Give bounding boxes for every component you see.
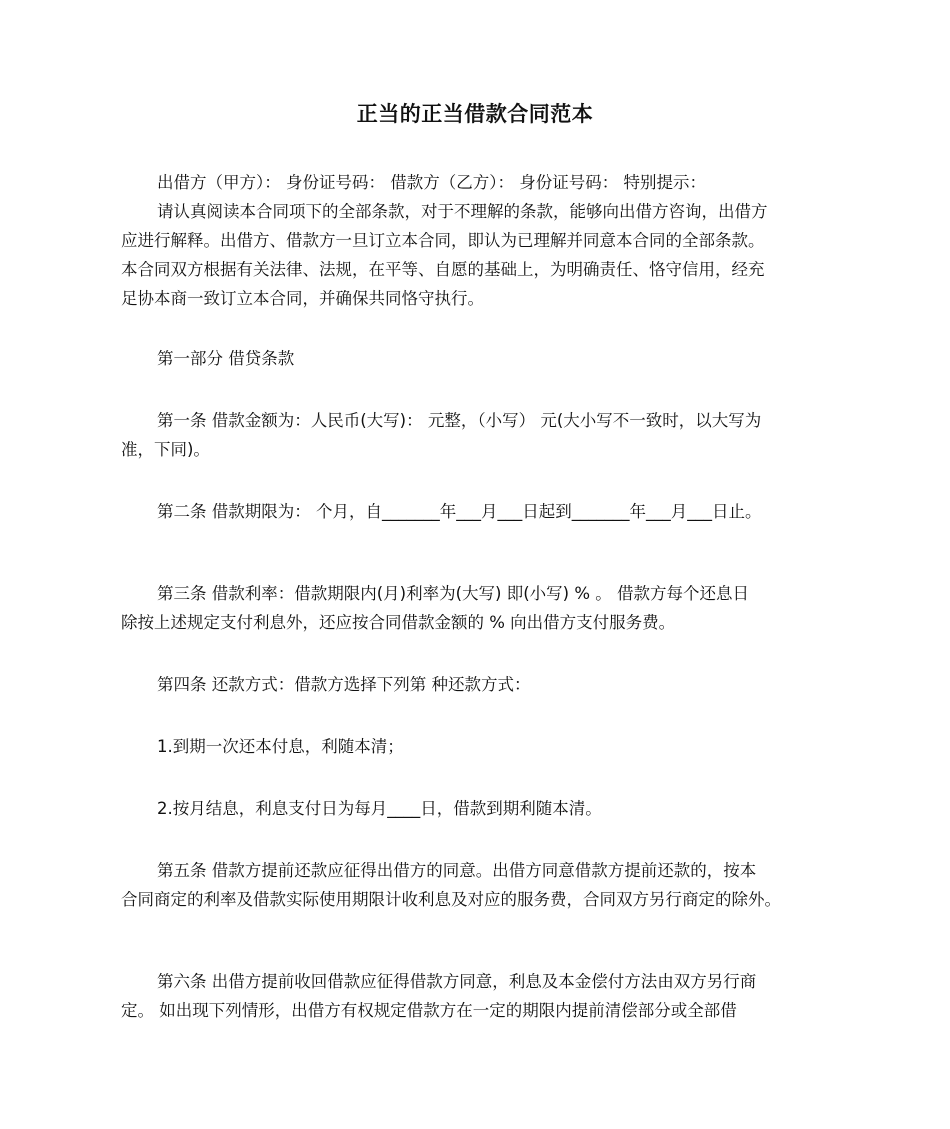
article-6: [121, 967, 833, 1025]
article-line: 第二条 借款期限为： 个月，自_______年___月___日起到_______年___月___日止。: [157, 502, 762, 521]
article-1: [121, 406, 833, 464]
article-line: 合同商定的利率及借款实际使用期限计收利息及对应的服务费，合同双方另行商定的除外。: [121, 890, 781, 909]
preamble-line: 本合同双方根据有关法律、法规，在平等、自愿的基础上，为明确责任、恪守信用，经充: [121, 260, 765, 279]
article-3: [121, 579, 833, 637]
article-line: 第一条 借款金额为：人民币(大写)： 元整，（小写） 元(大小写不一致时，以大写为: [157, 411, 762, 430]
article-2: [121, 497, 833, 526]
document-title: 正当的正当借款合同范本: [356, 102, 594, 126]
part-one-heading: [121, 344, 833, 373]
part-one-line: 第一部分 借贷条款: [157, 349, 295, 368]
article-line: 第三条 借款利率：借款期限内(月)利率为(大写) 即(小写) % 。 借款方每个还息日: [157, 584, 750, 603]
article-line: 准，下同)。: [121, 440, 210, 459]
preamble-line: 应进行解释。出借方、借款方一旦订立本合同，即认为已理解并同意本合同的全部条款。: [121, 231, 765, 250]
preamble-line: 出借方（甲方）： 身份证号码： 借款方（乙方）： 身份证号码： 特别提示：: [157, 173, 706, 192]
article-line: 第四条 还款方式：借款方选择下列第 种还款方式：: [157, 675, 531, 694]
option-line: 1.到期一次还本付息，利随本清；: [157, 737, 404, 756]
article-4: [121, 670, 833, 699]
article-line: 除按上述规定支付利息外，还应按合同借款金额的 % 向出借方支付服务费。: [121, 613, 676, 632]
article-line: 第五条 借款方提前还款应征得出借方的同意。出借方同意借款方提前还款的，按本: [157, 861, 757, 880]
preamble-line: 足协本商一致订立本合同，并确保共同恪守执行。: [121, 289, 484, 308]
article-5: [121, 856, 833, 914]
option-2: [121, 794, 833, 823]
option-1: [121, 732, 833, 761]
option-line: 2.按月结息，利息支付日为每月____日，借款到期利随本清。: [157, 799, 602, 818]
preamble-paragraph: [121, 168, 833, 313]
article-line: 定。 如出现下列情形，出借方有权规定借款方在一定的期限内提前清偿部分或全部借: [121, 1001, 737, 1020]
article-line: 第六条 出借方提前收回借款应征得借款方同意，利息及本金偿付方法由双方另行商: [157, 972, 757, 991]
preamble-line: 请认真阅读本合同项下的全部条款，对于不理解的条款，能够向出借方咨询，出借方: [157, 202, 768, 221]
